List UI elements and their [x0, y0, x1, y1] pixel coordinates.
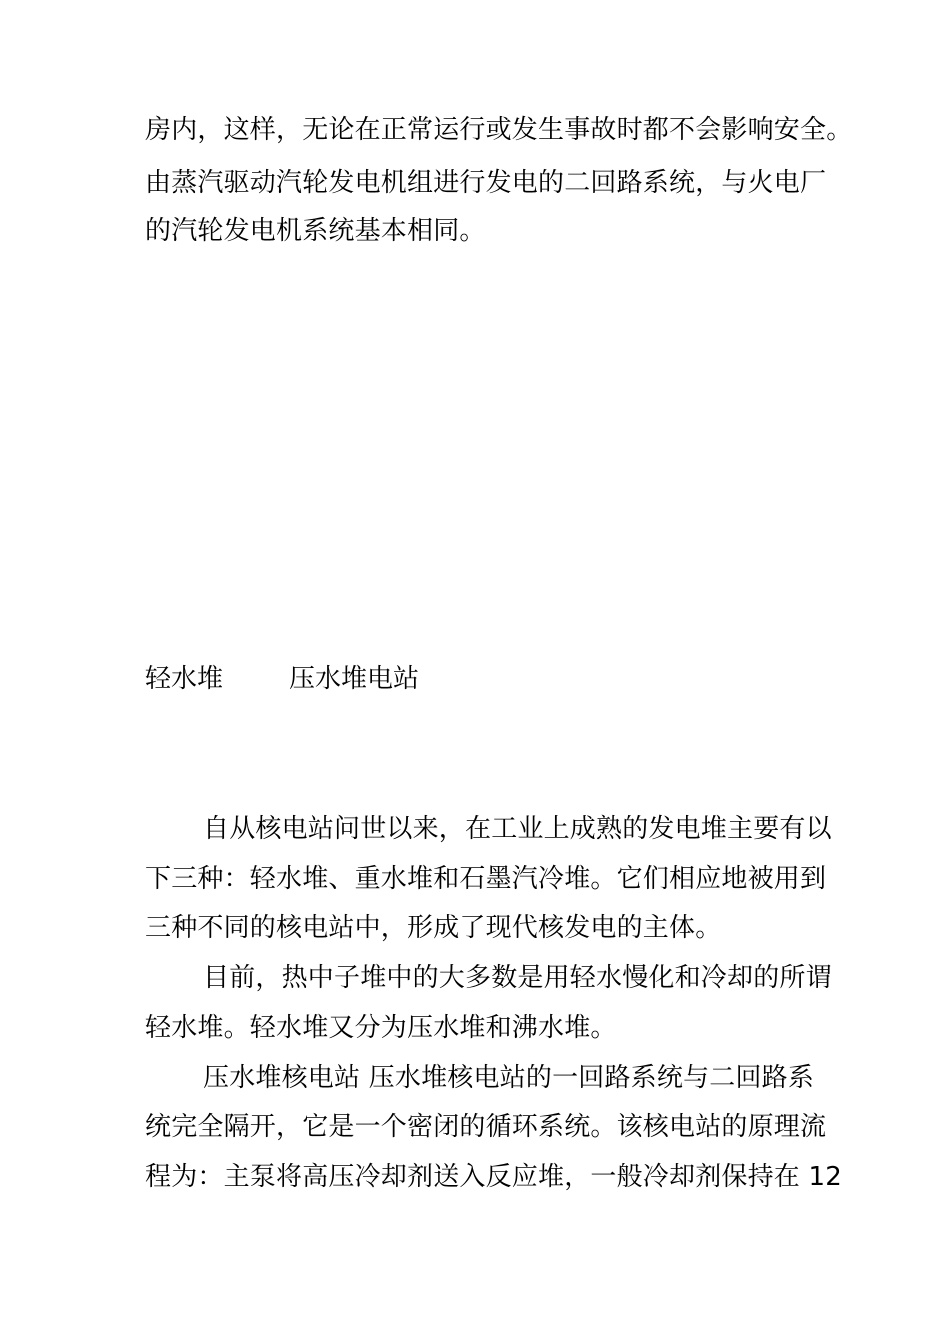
- paragraph-3-line-2: 统完全隔开，它是一个密闭的循环系统。该核电站的原理流: [145, 1112, 827, 1142]
- top-paragraph-line-1: 房内，这样，无论在正常运行或发生事故时都不会影响安全。: [145, 115, 853, 145]
- top-paragraph-line-3: 的汽轮发电机系统基本相同。: [145, 216, 486, 246]
- heading-left: 轻水堆: [145, 664, 224, 694]
- paragraph-3-line-3: 程为：主泵将高压冷却剂送入反应堆，一般冷却剂保持在 12: [145, 1162, 842, 1192]
- paragraph-1-line-1: 自从核电站问世以来，在工业上成熟的发电堆主要有以: [203, 814, 832, 844]
- paragraph-1-line-3: 三种不同的核电站中，形成了现代核发电的主体。: [145, 913, 722, 943]
- paragraph-1-line-2: 下三种：轻水堆、重水堆和石墨汽冷堆。它们相应地被用到: [145, 864, 827, 894]
- heading-right: 压水堆电站: [289, 664, 420, 694]
- paragraph-3-line-1: 压水堆核电站 压水堆核电站的一回路系统与二回路系: [203, 1063, 815, 1093]
- paragraph-2-line-2: 轻水堆。轻水堆又分为压水堆和沸水堆。: [145, 1013, 617, 1043]
- top-paragraph-line-2: 由蒸汽驱动汽轮发电机组进行发电的二回路系统，与火电厂: [145, 168, 827, 198]
- paragraph-2-line-1: 目前，热中子堆中的大多数是用轻水慢化和冷却的所谓: [203, 963, 832, 993]
